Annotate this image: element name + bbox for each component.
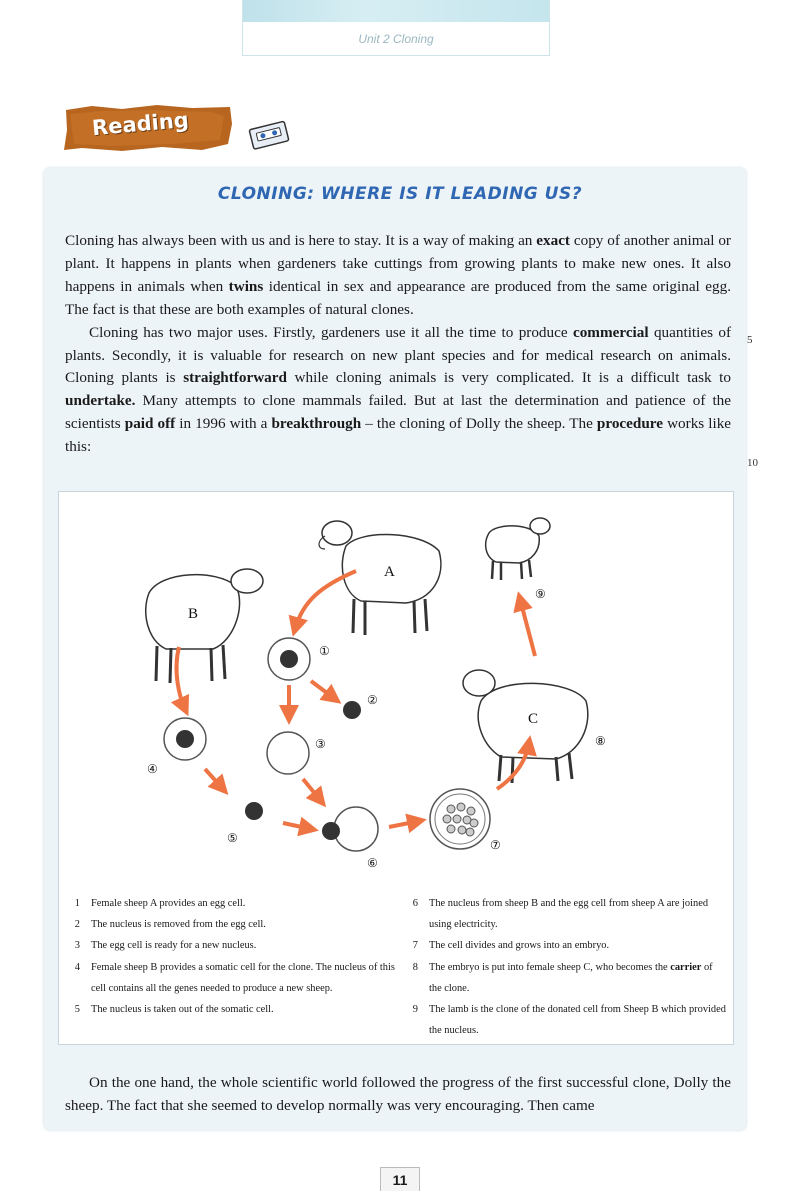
paragraph-3: On the one hand, the whole scientific world followed the progress of the first successful clone, Dolly the sheep. The fact that she seemed to develop normally was very encouraging. Then came [65, 1074, 731, 1114]
paragraph-2: Cloning has two major uses. Firstly, gardeners use it all the time to produce commercial quantities of plants. Secondly, it is valuable for research on new plant species and for medical research on animals. Cloning plants is straightforward while cloning animals is very complicated. It is a difficult task to undertake. Many attempts to clone mammals failed. But at last the determination and patience of the scientists paid off in 1996 with a breakthrough – the cloning of Dolly the sheep. The procedure works like this: [65, 323, 732, 456]
audio-cassette-icon [248, 120, 292, 150]
reading-label: Reading [91, 107, 190, 141]
vocab-paid-off: paid off [124, 415, 176, 433]
caption-6: 6 The nucleus from sheep B and the egg cell from sheep A are joined using electricity. [412, 898, 709, 931]
reading-section-tag [62, 104, 234, 152]
caption-4: 4 Female sheep B provides a somatic cell for the clone. The nucleus of this cell contains all the genes needed to produce a new sheep. [74, 961, 395, 994]
step-marker-6: ⑥ [367, 856, 378, 870]
passage-title: CLONING: WHERE IS IT LEADING US? [217, 184, 583, 204]
line-number-10: 10 [747, 457, 758, 469]
step-marker-9: ⑨ [535, 587, 546, 601]
caption-1: 1 Female sheep A provides an egg cell. [74, 898, 246, 909]
sheep-c-label: C [528, 711, 539, 727]
egg-cell-step-1 [268, 638, 310, 680]
step-marker-8: ⑧ [595, 734, 606, 748]
step-marker-7: ⑦ [490, 838, 501, 852]
sheep-b-illustration [146, 569, 263, 683]
unit-header-banner [242, 0, 550, 56]
sheep-a-label: A [384, 564, 395, 580]
caption-8: 8 The embryo is put into female sheep C, who becomes the carrier of the clone. [412, 961, 713, 994]
lamb-illustration [486, 518, 550, 580]
step-marker-5: ⑤ [227, 831, 238, 845]
step-marker-4: ④ [147, 762, 158, 776]
sheep-c-illustration [463, 670, 588, 783]
captions-left-column [68, 893, 398, 1020]
vocab-procedure: procedure [596, 415, 664, 433]
vocab-twins: twins [228, 277, 264, 295]
caption-5: 5 The nucleus is taken out of the somatic cell. [74, 1004, 274, 1016]
line-number-5: 5 [747, 334, 753, 346]
caption-7: 7 The cell divides and grows into an embryo. [412, 940, 610, 952]
step-marker-3: ③ [315, 737, 326, 751]
vocab-breakthrough: breakthrough [271, 415, 362, 433]
caption-3: 3 The egg cell is ready for a new nucleus. [74, 940, 257, 952]
somatic-nucleus-step-5 [245, 802, 263, 820]
sheep-b-label: B [188, 606, 199, 622]
somatic-cell-step-4 [164, 718, 206, 760]
empty-egg-cell-step-3 [267, 732, 309, 774]
page-number: 11 [380, 1167, 420, 1191]
removed-nucleus-step-2 [343, 701, 361, 719]
header-strip [243, 0, 549, 22]
vocab-straightforward: straightforward [183, 369, 287, 387]
fused-cell-step-6 [322, 807, 378, 851]
step-marker-2: ② [367, 693, 378, 707]
vocab-carrier: carrier [670, 961, 702, 973]
unit-label: Unit 2 Cloning [358, 32, 434, 46]
caption-9: 9 The lamb is the clone of the donated cell from Sheep B which provided the nucleus. [412, 1004, 726, 1037]
step-marker-1: ① [319, 644, 330, 658]
vocab-exact: exact [536, 232, 570, 249]
vocab-undertake: undertake. [65, 392, 136, 410]
vocab-commercial: commercial [572, 323, 649, 341]
paragraph-1: Cloning has always been with us and is here to stay. It is a way of making an exact copy of another animal or plant. It happens in plants when gardeners take cuttings from growing plants to make new ones. It also happens in animals when twins identical in sex and appearance are produced from the same original egg. The fact is that these are both examples of natural clones. [65, 232, 731, 318]
embryo-step-7 [430, 789, 490, 849]
captions-right-column [406, 893, 726, 1041]
caption-2: 2 The nucleus is removed from the egg cell. [74, 919, 266, 931]
passage-body-bottom [65, 1072, 731, 1118]
passage-body-top [65, 230, 731, 459]
